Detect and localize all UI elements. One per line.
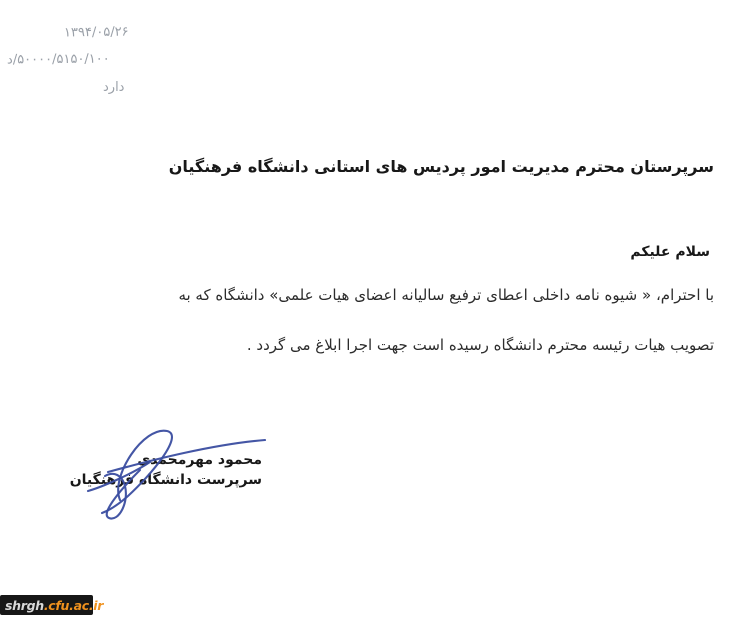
recipient-line: سرپرستان محترم مدیریت امور پردیس های استانی دانشگاه فرهنگیان <box>168 157 714 176</box>
signatory-name: محمود مهرمحمدی <box>137 452 262 468</box>
signature-scribble <box>84 424 269 526</box>
watermark-suffix: .cfu.ac.ir <box>43 597 104 613</box>
watermark-prefix: shrgh <box>5 597 44 613</box>
letter-number: د/۵۰۰۰۰/۵۱۵۰/۱۰۰ <box>6 51 110 68</box>
greeting: سلام علیکم <box>630 244 710 260</box>
body-line-2: تصویب هیات رئیسه محترم دانشگاه رسیده است جهت اجرا ابلاغ می گردد . <box>246 336 714 354</box>
attachment-note: دارد <box>103 80 125 95</box>
letter-date: ۱۳۹۴/۰۵/۲۶ <box>63 24 129 41</box>
body-line-1: با احترام، « شیوه نامه داخلی اعطای ترفیع سالیانه اعضای هیات علمی» دانشگاه که به <box>178 286 714 304</box>
site-watermark <box>0 595 104 615</box>
signatory-title: سرپرست دانشگاه فرهنگیان <box>69 472 262 488</box>
